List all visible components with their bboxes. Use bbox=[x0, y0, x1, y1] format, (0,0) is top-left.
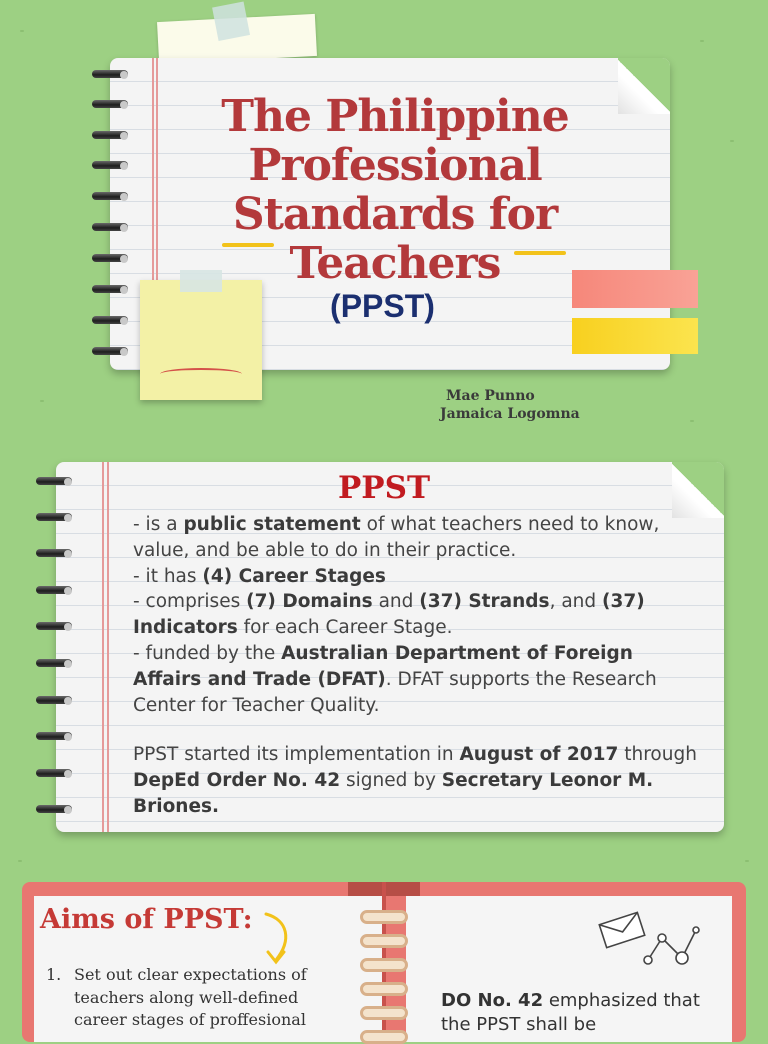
arrow-doodle-icon bbox=[258, 910, 298, 970]
ppst-line: - comprises (7) Domains and (37) Strands, and (37) Indicators for each Career Stage. bbox=[133, 591, 645, 639]
ppst-paragraph: PPST started its implementation in August of 2017 through DepEd Order No. 42 signed by Secretary Leonor M. Briones. bbox=[133, 744, 697, 817]
background-speck bbox=[745, 860, 749, 862]
torn-paper-strip bbox=[157, 14, 317, 64]
binder-coil bbox=[360, 1006, 408, 1020]
ppst-description bbox=[133, 512, 703, 820]
ppst-line: - is a public statement of what teachers need to know, value, and be able to do in their practice. bbox=[133, 514, 660, 561]
list-item-text: Set out clear expectations of teachers along well-defined career stages of proffesional bbox=[74, 965, 307, 1029]
spiral-binding bbox=[92, 100, 128, 110]
spiral-binding bbox=[36, 769, 72, 779]
list-number: 1. bbox=[46, 965, 62, 984]
molecule-icon bbox=[640, 922, 704, 968]
background-speck bbox=[40, 400, 44, 402]
margin-line bbox=[102, 462, 104, 832]
background-speck bbox=[700, 40, 704, 42]
sticky-flag-red bbox=[572, 270, 698, 308]
background-speck bbox=[20, 30, 24, 32]
spiral-binding bbox=[92, 192, 128, 202]
highlight-dash bbox=[514, 251, 566, 255]
spiral-binding bbox=[36, 696, 72, 706]
section-heading-ppst: PPST bbox=[337, 470, 431, 506]
tape-piece bbox=[180, 270, 222, 292]
tape-piece bbox=[212, 2, 250, 41]
ppst-line: - funded by the Australian Department of Foreign Affairs and Trade (DFAT). DFAT supports the Research Center for Teacher Quality. bbox=[133, 642, 657, 716]
background-speck bbox=[730, 140, 734, 142]
spiral-binding bbox=[36, 622, 72, 632]
binder-coil bbox=[360, 1030, 408, 1044]
spiral-binding bbox=[36, 805, 72, 815]
spiral-binding bbox=[36, 549, 72, 559]
spiral-binding bbox=[92, 254, 128, 264]
scribble-mark bbox=[160, 368, 242, 380]
page-curl bbox=[618, 58, 670, 114]
binder-coil bbox=[360, 934, 408, 948]
author-name: Mae Punno bbox=[446, 388, 535, 404]
spiral-binding bbox=[92, 131, 128, 141]
highlight-dash bbox=[222, 243, 274, 247]
envelope-icon bbox=[598, 910, 646, 950]
binder-coil bbox=[360, 958, 408, 972]
spiral-binding bbox=[92, 161, 128, 171]
page-title: The Philippine Professional Standards for Teachers bbox=[221, 91, 569, 289]
list-item bbox=[46, 964, 346, 1032]
spiral-binding bbox=[36, 732, 72, 742]
spiral-binding bbox=[92, 223, 128, 233]
spiral-binding bbox=[36, 659, 72, 669]
do-note: DO No. 42 emphasized that the PPST shall be bbox=[441, 990, 700, 1035]
spiral-binding bbox=[92, 70, 128, 80]
background-speck bbox=[18, 860, 22, 862]
sticky-note bbox=[140, 280, 262, 400]
ppst-line: - it has (4) Career Stages bbox=[133, 565, 386, 587]
binder-coil bbox=[360, 982, 408, 996]
spiral-binding bbox=[92, 347, 128, 357]
spiral-binding bbox=[92, 285, 128, 295]
background-speck bbox=[690, 420, 694, 422]
aims-list bbox=[46, 964, 346, 1032]
sticky-flag-yellow bbox=[572, 318, 698, 354]
section-heading-aims: Aims of PPST: bbox=[40, 904, 253, 935]
spiral-binding bbox=[36, 586, 72, 596]
margin-line bbox=[107, 462, 109, 832]
author-name: Jamaica Logomna bbox=[440, 406, 580, 422]
spiral-binding bbox=[92, 316, 128, 326]
spiral-binding bbox=[36, 513, 72, 523]
page-subtitle: (PPST) bbox=[330, 288, 435, 324]
binder-coil bbox=[360, 910, 408, 924]
